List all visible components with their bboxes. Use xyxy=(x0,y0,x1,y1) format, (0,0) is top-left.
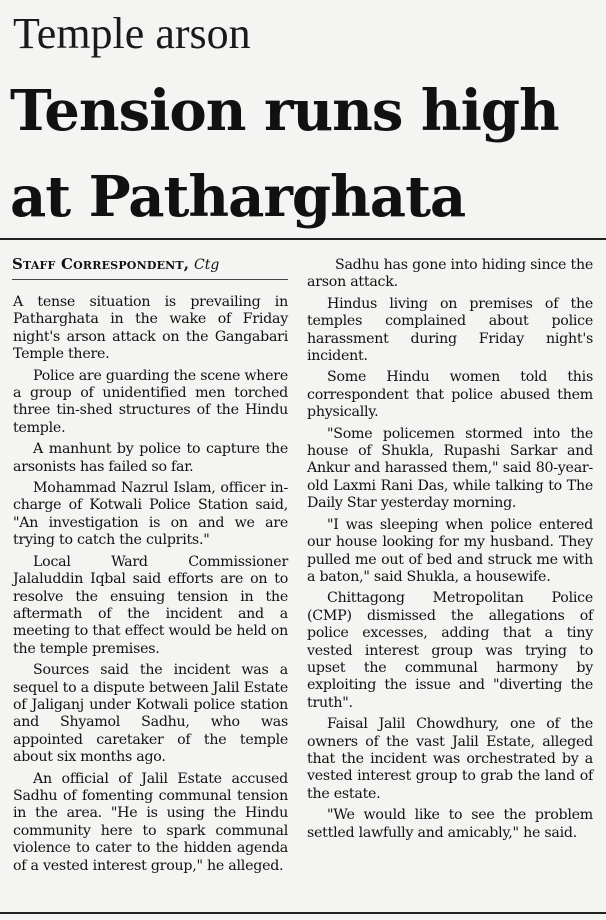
paragraph: Mohammad Nazrul Islam, officer in-charge of Kotwali Police Station said, "An investigation is on and we are trying to catch the culprits." xyxy=(13,480,288,549)
byline-place: Ctg xyxy=(194,257,220,273)
byline-divider xyxy=(12,279,288,280)
article-column-2 xyxy=(307,257,593,846)
paragraph: "Some policemen stormed into the house of Shukla, Rupashi Sarkar and Ankur and harassed them," said 80-year-old Laxmi Rani Das, while talking to The Daily Star yesterday morning. xyxy=(307,425,593,512)
top-divider xyxy=(0,238,606,240)
paragraph: An official of Jalil Estate accused Sadhu of fomenting communal tension in the area. "He is using the Hindu community here to spark communal violence to cater to the hidden agenda of a vested interest group," he alleged. xyxy=(13,770,288,874)
paragraph: "I was sleeping when police entered our house looking for my husband. They pulled me out of bed and struck me with a baton," said Shukla, a housewife. xyxy=(307,516,593,585)
kicker-heading: Temple arson xyxy=(13,9,251,58)
byline xyxy=(12,254,219,275)
paragraph: Local Ward Commissioner Jalaluddin Iqbal said efforts are on to resolve the ensuing tension in the aftermath of the incident and a meeting to that effect would be held on the temple premises. xyxy=(13,553,288,657)
bottom-divider xyxy=(0,912,606,914)
article-column-1 xyxy=(13,294,288,879)
paragraph: A manhunt by police to capture the arsonists has failed so far. xyxy=(13,441,288,475)
paragraph: Faisal Jalil Chowdhury, one of the owners of the vast Jalil Estate, alleged that the incident was orchestrated by a vested interest group to grab the land of the estate. xyxy=(307,716,593,802)
headline-line-1: Tension runs high xyxy=(10,78,559,144)
paragraph: Police are guarding the scene where a group of unidentified men torched three tin-shed structures of the Hindu temple. xyxy=(13,367,288,436)
paragraph: A tense situation is prevailing in Patharghata in the wake of Friday night's arson attack on the Gangabari Temple there. xyxy=(13,294,288,363)
headline xyxy=(10,68,600,240)
paragraph: Chittagong Metropolitan Police (CMP) dismissed the allegations of police excesses, adding that a tiny vested interest group was trying to upset the communal harmony by exploiting the issue and "diverting the truth". xyxy=(307,590,593,711)
byline-name: Staff Correspondent, xyxy=(12,255,190,273)
paragraph: Sources said the incident was a sequel to a dispute between Jalil Estate of Jaliganj under Kotwali police station and Shyamol Sadhu, who was appointed caretaker of the temple about six months ago. xyxy=(13,662,288,766)
paragraph: Some Hindu women told this correspondent that police abused them physically. xyxy=(307,369,593,421)
paragraph: "We would like to see the problem settled lawfully and amicably," he said. xyxy=(307,807,593,841)
headline-line-2: at Patharghata xyxy=(10,164,466,230)
paragraph: Sadhu has gone into hiding since the arson attack. xyxy=(307,257,593,291)
paragraph: Hindus living on premises of the temples complained about police harassment during Friday night's incident. xyxy=(307,295,593,365)
